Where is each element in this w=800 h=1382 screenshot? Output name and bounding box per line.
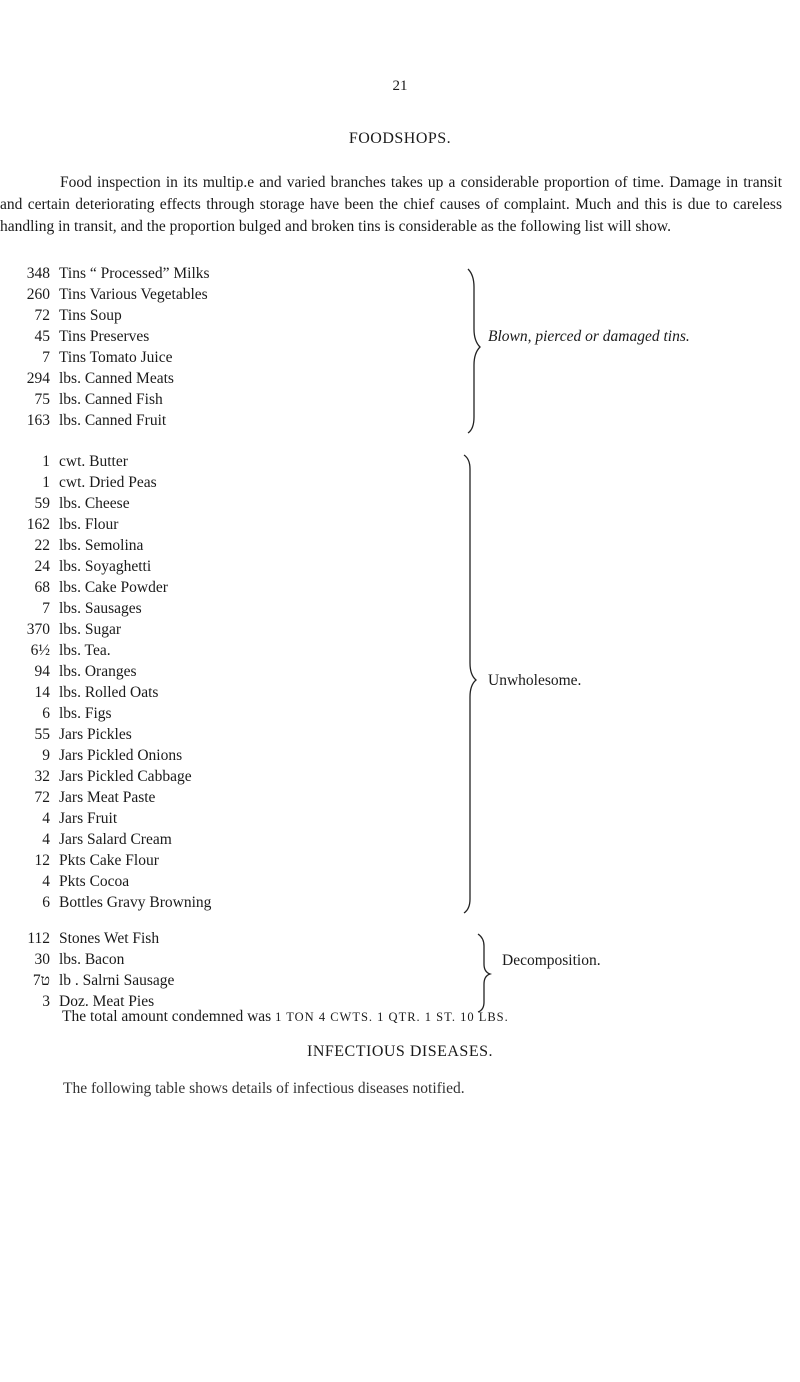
item-desc: cwt. Dried Peas <box>59 474 157 491</box>
item-qty: 32 <box>34 768 50 785</box>
item-desc: lbs. Rolled Oats <box>59 684 159 701</box>
item-desc: lbs. Sausages <box>59 600 142 617</box>
item-desc: lbs. Cake Powder <box>59 579 168 596</box>
item-desc: Pkts Cake Flour <box>59 852 159 869</box>
item-desc: Jars Pickles <box>59 726 132 743</box>
brace-icon <box>466 267 482 435</box>
item-qty: 4 <box>42 873 50 890</box>
item-desc: Bottles Gravy Browning <box>59 894 212 911</box>
item-qty: 7 <box>42 349 50 366</box>
item-desc: Jars Fruit <box>59 810 118 827</box>
item-qty: 163 <box>26 412 50 429</box>
item-desc: Tins Preserves <box>59 328 150 345</box>
item-desc: lbs. Flour <box>59 516 119 533</box>
item-qty: 14 <box>34 684 50 701</box>
item-desc: lbs. Semolina <box>59 537 144 554</box>
item-desc: Pkts Cocoa <box>59 873 130 890</box>
brace-icon <box>476 932 492 1014</box>
item-qty: 72 <box>34 789 50 806</box>
item-qty: 72 <box>34 307 50 324</box>
item-desc: Tins Soup <box>59 307 122 324</box>
item-desc: lbs. Canned Fish <box>59 391 163 408</box>
item-qty: 4 <box>42 831 50 848</box>
item-qty: 68 <box>34 579 50 596</box>
item-qty: 45 <box>34 328 50 345</box>
item-qty: 75 <box>34 391 50 408</box>
item-qty: 55 <box>34 726 50 743</box>
item-desc: Tins “ Processed” Milks <box>59 265 210 282</box>
item-qty: 22 <box>34 537 50 554</box>
item-desc: lbs. Tea. <box>59 642 111 659</box>
item-qty: 162 <box>26 516 50 533</box>
intro-paragraph: Food inspection in its multip.e and varied branches takes up a considerable proportion of time. Damage in transit and certain deteriorating effects through storage have been the chief causes of complaint. Much and this is due to careless handling in transit, and the proportion bulged and broken tins is considerable as the following list will show. <box>0 174 782 235</box>
item-desc: Tins Various Vegetables <box>59 286 208 303</box>
item-qty: 24 <box>34 558 50 575</box>
item-qty: 370 <box>26 621 50 638</box>
item-qty: 59 <box>34 495 50 512</box>
brace-icon <box>462 453 478 915</box>
item-desc: Jars Pickled Cabbage <box>59 768 192 785</box>
item-desc: cwt. Butter <box>59 453 128 470</box>
item-desc: lb . Salrni Sausage <box>59 972 175 989</box>
item-desc: Doz. Meat Pies <box>59 993 155 1010</box>
total-condemned <box>62 1008 509 1026</box>
group-label: Decomposition. <box>502 952 601 969</box>
item-qty: 94 <box>34 663 50 680</box>
item-desc: Jars Salard Cream <box>59 831 172 848</box>
item-qty: 12 <box>34 852 50 869</box>
item-desc: Stones Wet Fish <box>59 930 160 947</box>
item-qty: 112 <box>27 930 50 947</box>
item-desc: lbs. Sugar <box>59 621 121 638</box>
item-qty: 1 <box>42 453 50 470</box>
item-desc: lbs. Bacon <box>59 951 125 968</box>
group-label: Blown, pierced or damaged tins. <box>488 328 690 345</box>
item-desc: lbs. Soyaghetti <box>59 558 152 575</box>
item-desc: lbs. Cheese <box>59 495 130 512</box>
group-decomposition <box>0 930 800 1014</box>
item-qty: 7 <box>42 600 50 617</box>
item-desc: Tins Tomato Juice <box>59 349 173 366</box>
item-qty: 6 <box>42 705 50 722</box>
item-desc: Jars Meat Paste <box>59 789 156 806</box>
item-qty: 30 <box>34 951 50 968</box>
footer-text: The following table shows details of infectious diseases notified. <box>63 1080 465 1097</box>
item-qty: 7ט <box>32 972 50 989</box>
item-qty: 260 <box>26 286 50 303</box>
group-damaged-tins <box>0 265 800 435</box>
item-desc: lbs. Canned Fruit <box>59 412 167 429</box>
page-number: 21 <box>392 78 408 94</box>
item-desc: lbs. Oranges <box>59 663 137 680</box>
item-qty: 9 <box>42 747 50 764</box>
item-qty: 3 <box>42 993 50 1010</box>
total-prefix: The total amount condemned was <box>62 1008 272 1025</box>
item-qty: 6½ <box>30 642 50 659</box>
section-title: FOODSHOPS. <box>348 130 452 147</box>
item-qty: 294 <box>26 370 50 387</box>
item-qty: 6 <box>42 894 50 911</box>
item-qty: 348 <box>26 265 50 282</box>
item-desc: Jars Pickled Onions <box>59 747 183 764</box>
item-qty: 1 <box>42 474 50 491</box>
infectious-diseases-title: INFECTIOUS DISEASES. <box>306 1043 493 1060</box>
item-qty: 4 <box>42 810 50 827</box>
group-label: Unwholesome. <box>488 672 582 689</box>
item-desc: lbs. Figs <box>59 705 112 722</box>
total-amount: 1 TON 4 CWTS. 1 QTR. 1 ST. 10 LBS. <box>275 1010 509 1024</box>
group-unwholesome <box>0 453 800 918</box>
item-desc: lbs. Canned Meats <box>59 370 174 387</box>
